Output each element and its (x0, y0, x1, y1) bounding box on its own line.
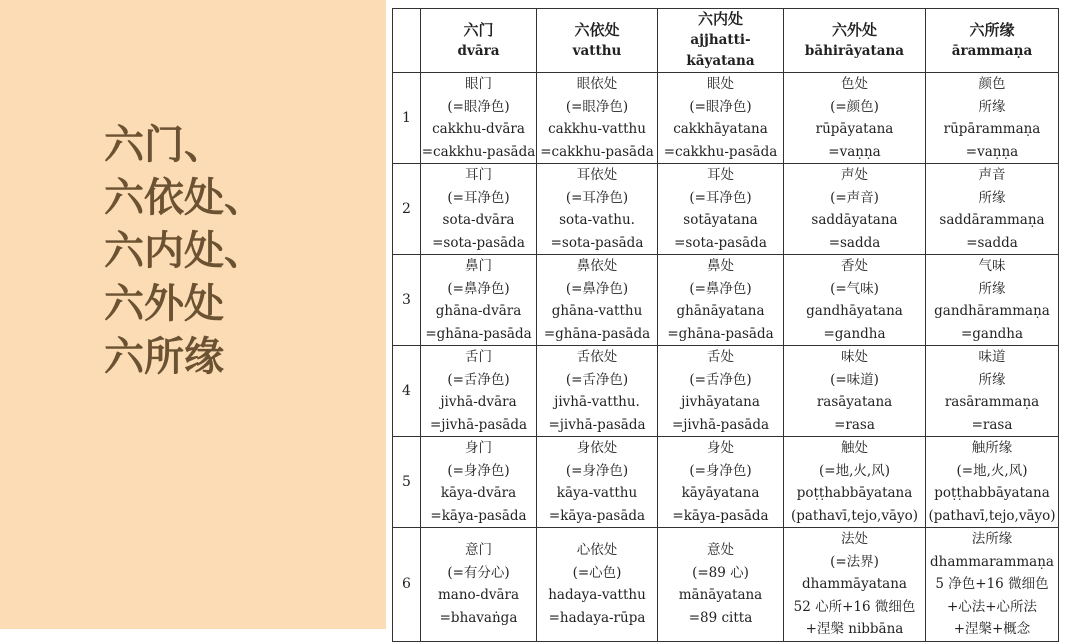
cell-line: (=味道) (830, 371, 879, 388)
cell-line: =jivhā-pasāda (548, 416, 646, 433)
column-header (926, 9, 1059, 73)
row-number: 2 (393, 164, 421, 255)
title-line-3: 六内处、 (104, 227, 264, 274)
cell-line: cakkhāyatana (673, 121, 768, 137)
column-header-chinese: 六外处 (831, 20, 877, 39)
cell-line: 舌处 (707, 349, 734, 365)
title-line-1: 六门、 (104, 121, 224, 168)
cell-line: cakkhu-vatthu (548, 121, 646, 137)
table-cell (784, 437, 926, 528)
cell-line: (=耳净色) (447, 189, 510, 206)
table-cell (784, 346, 926, 437)
column-header (421, 9, 537, 73)
cell-line: poṭṭhabbāyatana (934, 485, 1050, 501)
cell-line: (=有分心) (447, 564, 510, 581)
row-number: 6 (393, 528, 421, 642)
table-cell (537, 73, 658, 164)
cell-line: (=眼净色) (565, 98, 629, 115)
cell-line: 所缘 (978, 189, 1006, 206)
cell-line: (=眼净色) (689, 98, 752, 115)
cell-line: (=耳净色) (689, 189, 752, 206)
column-header-pali: vatthu (572, 42, 622, 59)
cell-line: cakkhu-dvāra (432, 121, 525, 137)
column-header-pali: bāhirāyatana (804, 42, 905, 59)
table-cell (537, 346, 658, 437)
table-cell (537, 528, 658, 642)
cell-line: rasārammaṇa (944, 394, 1040, 410)
cell-line: (=地,火,风) (956, 462, 1028, 479)
cell-line: 鼻依处 (576, 258, 618, 274)
cell-line: (=身净色) (689, 462, 752, 479)
cell-line: (=心色) (572, 564, 622, 581)
cell-line: =rasa (971, 416, 1013, 433)
table-cell (658, 528, 784, 642)
title-line-5: 六所缘 (104, 333, 224, 380)
cell-line: 声音 (978, 167, 1006, 183)
cell-line: poṭṭhabbāyatana (796, 485, 913, 501)
table-row (393, 528, 1059, 642)
cell-line: kāya-dvāra (440, 485, 517, 501)
cell-line: 心依处 (576, 542, 618, 559)
cell-line: =jivhā-pasāda (671, 416, 770, 433)
column-header (537, 9, 658, 73)
cell-line: (=颜色) (830, 98, 879, 115)
table-cell (926, 437, 1059, 528)
cell-line: sota-vathu. (559, 212, 635, 228)
cell-line: mano-dvāra (437, 587, 520, 604)
cell-line: ghāna-dvāra (435, 303, 522, 319)
cell-line: 52 心所+16 微细色 (793, 598, 916, 615)
cell-line: =sota-pasāda (432, 234, 525, 251)
cell-line: 香处 (841, 258, 868, 274)
cell-line: =kāya-pasāda (548, 507, 646, 524)
cell-line: (=鼻净色) (447, 280, 510, 297)
table-cell (658, 437, 784, 528)
cell-line: jivhā-dvāra (440, 394, 517, 410)
cell-line: 耳依处 (576, 167, 618, 183)
cell-line: =sota-pasāda (550, 234, 644, 251)
table-cell (784, 528, 926, 642)
cell-line: dhammāyatana (802, 576, 907, 592)
cell-line: rasāyatana (816, 394, 893, 410)
cell-line: =gandha (960, 325, 1024, 342)
header-row (393, 9, 1059, 73)
column-header-pali: ajjhatti-kāyatana (686, 32, 755, 69)
slide-title (104, 118, 264, 383)
cell-line: +涅槃 nibbāna (805, 621, 904, 637)
cell-line: (=89 心) (692, 564, 749, 581)
cell-line: 鼻门 (465, 258, 492, 274)
cell-line: =cakkhu-pasāda (663, 143, 778, 160)
table-cell (926, 164, 1059, 255)
cell-line: 颜色 (978, 76, 1006, 92)
table-row (393, 73, 1059, 164)
cell-line: =rasa (834, 416, 875, 433)
corner-cell (393, 9, 421, 73)
table-cell (926, 73, 1059, 164)
table-cell (926, 255, 1059, 346)
cell-line: 鼻处 (707, 258, 734, 274)
table-cell (784, 73, 926, 164)
cell-line: 舌门 (465, 349, 492, 365)
cell-line: (=鼻净色) (565, 280, 629, 297)
column-header-chinese: 六门 (463, 20, 494, 39)
table-panel (386, 0, 1080, 637)
cell-line: (=眼净色) (447, 98, 510, 115)
cell-line: =jivhā-pasāda (429, 416, 528, 433)
cell-line: +心法+心所法 (946, 598, 1038, 615)
cell-line: =sadda (828, 234, 881, 251)
row-number: 1 (393, 73, 421, 164)
cell-line: (=舌净色) (565, 371, 629, 388)
cell-line: 意门 (465, 542, 492, 559)
cell-line: =89 citta (688, 609, 753, 626)
table-row (393, 437, 1059, 528)
cell-line: 意处 (707, 542, 734, 559)
cell-line: 舌依处 (576, 349, 618, 365)
cell-line: (=法界) (830, 553, 879, 570)
cell-line: =ghāna-pasāda (543, 325, 651, 342)
column-header (784, 9, 926, 73)
cell-line: =kāya-pasāda (672, 507, 769, 524)
row-number: 5 (393, 437, 421, 528)
cell-line: 色处 (841, 76, 868, 92)
title-line-4: 六外处 (104, 280, 224, 327)
table-row (393, 164, 1059, 255)
cell-line: (pathavī,tejo,vāyo) (928, 507, 1056, 524)
cell-line: 气味 (978, 258, 1006, 274)
table-cell (537, 255, 658, 346)
cell-line: 法所缘 (971, 531, 1013, 547)
cell-line: ghānāyatana (676, 303, 765, 319)
cell-line: 味道 (978, 349, 1006, 365)
table-cell (658, 255, 784, 346)
cell-line: +涅槃+概念 (953, 621, 1031, 637)
column-header (658, 9, 784, 73)
cell-line: 身门 (465, 440, 492, 456)
cell-line: kāya-vatthu (556, 485, 638, 501)
table-cell (421, 164, 537, 255)
cell-line: ghāna-vatthu (551, 303, 643, 319)
cell-line: 所缘 (978, 280, 1006, 297)
cell-line: gandhāyatana (806, 303, 903, 319)
cell-line: =ghāna-pasāda (425, 325, 532, 342)
cell-line: rūpārammaṇa (943, 121, 1041, 137)
cell-line: saddārammaṇa (939, 212, 1045, 228)
cell-line: (pathavī,tejo,vāyo) (790, 507, 919, 524)
table-cell (926, 346, 1059, 437)
table-cell (421, 255, 537, 346)
cell-line: 触所缘 (971, 440, 1013, 456)
cell-line: =gandha (823, 325, 886, 342)
table-cell (537, 437, 658, 528)
cell-line: saddāyatana (811, 212, 898, 228)
cell-line: =kāya-pasāda (430, 507, 527, 524)
cell-line: 声处 (841, 167, 868, 183)
cell-line: (=舌净色) (689, 371, 752, 388)
table-cell (658, 73, 784, 164)
cell-line: sotāyatana (683, 212, 758, 228)
cell-line: 法处 (841, 531, 868, 547)
cell-line: 所缘 (978, 98, 1006, 115)
cell-line: 耳门 (465, 167, 492, 183)
six-doors-table (392, 8, 1059, 642)
cell-line: 身处 (707, 440, 734, 456)
table-row (393, 346, 1059, 437)
row-number: 4 (393, 346, 421, 437)
cell-line: 眼依处 (576, 76, 618, 92)
cell-line: =ghāna-pasāda (667, 325, 774, 342)
cell-line: (=耳净色) (565, 189, 629, 206)
column-header-pali: dvāra (457, 42, 500, 59)
column-header-chinese: 六内处 (697, 10, 743, 28)
cell-line: sota-dvāra (442, 212, 515, 228)
cell-line: 所缘 (978, 371, 1006, 388)
cell-line: (=地,火,风) (819, 462, 890, 479)
table-cell (784, 164, 926, 255)
cell-line: =bhavaṅga (439, 609, 518, 626)
table-cell (784, 255, 926, 346)
cell-line: hadaya-vatthu (548, 587, 646, 604)
cell-line: =cakkhu-pasāda (421, 143, 536, 160)
cell-line: 眼处 (707, 76, 734, 92)
table-cell (658, 164, 784, 255)
cell-line: jivhā-vatthu. (554, 394, 640, 410)
cell-line: (=气味) (830, 280, 879, 297)
cell-line: =sota-pasāda (674, 234, 767, 251)
cell-line: 味处 (841, 349, 868, 365)
cell-line: 眼门 (465, 76, 492, 92)
cell-line: (=身净色) (565, 462, 629, 479)
cell-line: =cakkhu-pasāda (540, 143, 654, 160)
column-header-chinese: 六所缘 (969, 20, 1015, 39)
cell-line: =vaṇṇa (828, 143, 881, 160)
table-cell (926, 528, 1059, 642)
cell-line: 身依处 (576, 440, 618, 456)
table-cell (537, 164, 658, 255)
cell-line: (=声音) (830, 189, 879, 206)
column-header-pali: ārammaṇa (951, 42, 1033, 59)
title-line-2: 六依处、 (104, 174, 264, 221)
table-cell (421, 528, 537, 642)
left-title-panel (0, 0, 386, 629)
cell-line: rūpāyatana (815, 121, 894, 137)
cell-line: (=鼻净色) (689, 280, 752, 297)
cell-line: jivhāyatana (681, 394, 760, 410)
cell-line: gandhārammaṇa (934, 303, 1050, 319)
cell-line: =hadaya-rūpa (548, 609, 646, 626)
cell-line: (=身净色) (447, 462, 510, 479)
cell-line: mānāyatana (678, 587, 763, 604)
cell-line: (=舌净色) (447, 371, 510, 388)
table-cell (658, 346, 784, 437)
cell-line: 耳处 (707, 167, 734, 183)
table-row (393, 255, 1059, 346)
table-cell (421, 437, 537, 528)
column-header-chinese: 六依处 (574, 20, 620, 39)
table-cell (421, 73, 537, 164)
cell-line: dhammarammaṇa (930, 553, 1054, 570)
cell-line: 5 净色+16 微细色 (935, 576, 1049, 592)
cell-line: =vaṇṇa (965, 143, 1019, 160)
cell-line: =sadda (966, 234, 1018, 251)
cell-line: kāyāyatana (681, 485, 760, 501)
cell-line: 触处 (841, 440, 868, 456)
row-number: 3 (393, 255, 421, 346)
table-cell (421, 346, 537, 437)
